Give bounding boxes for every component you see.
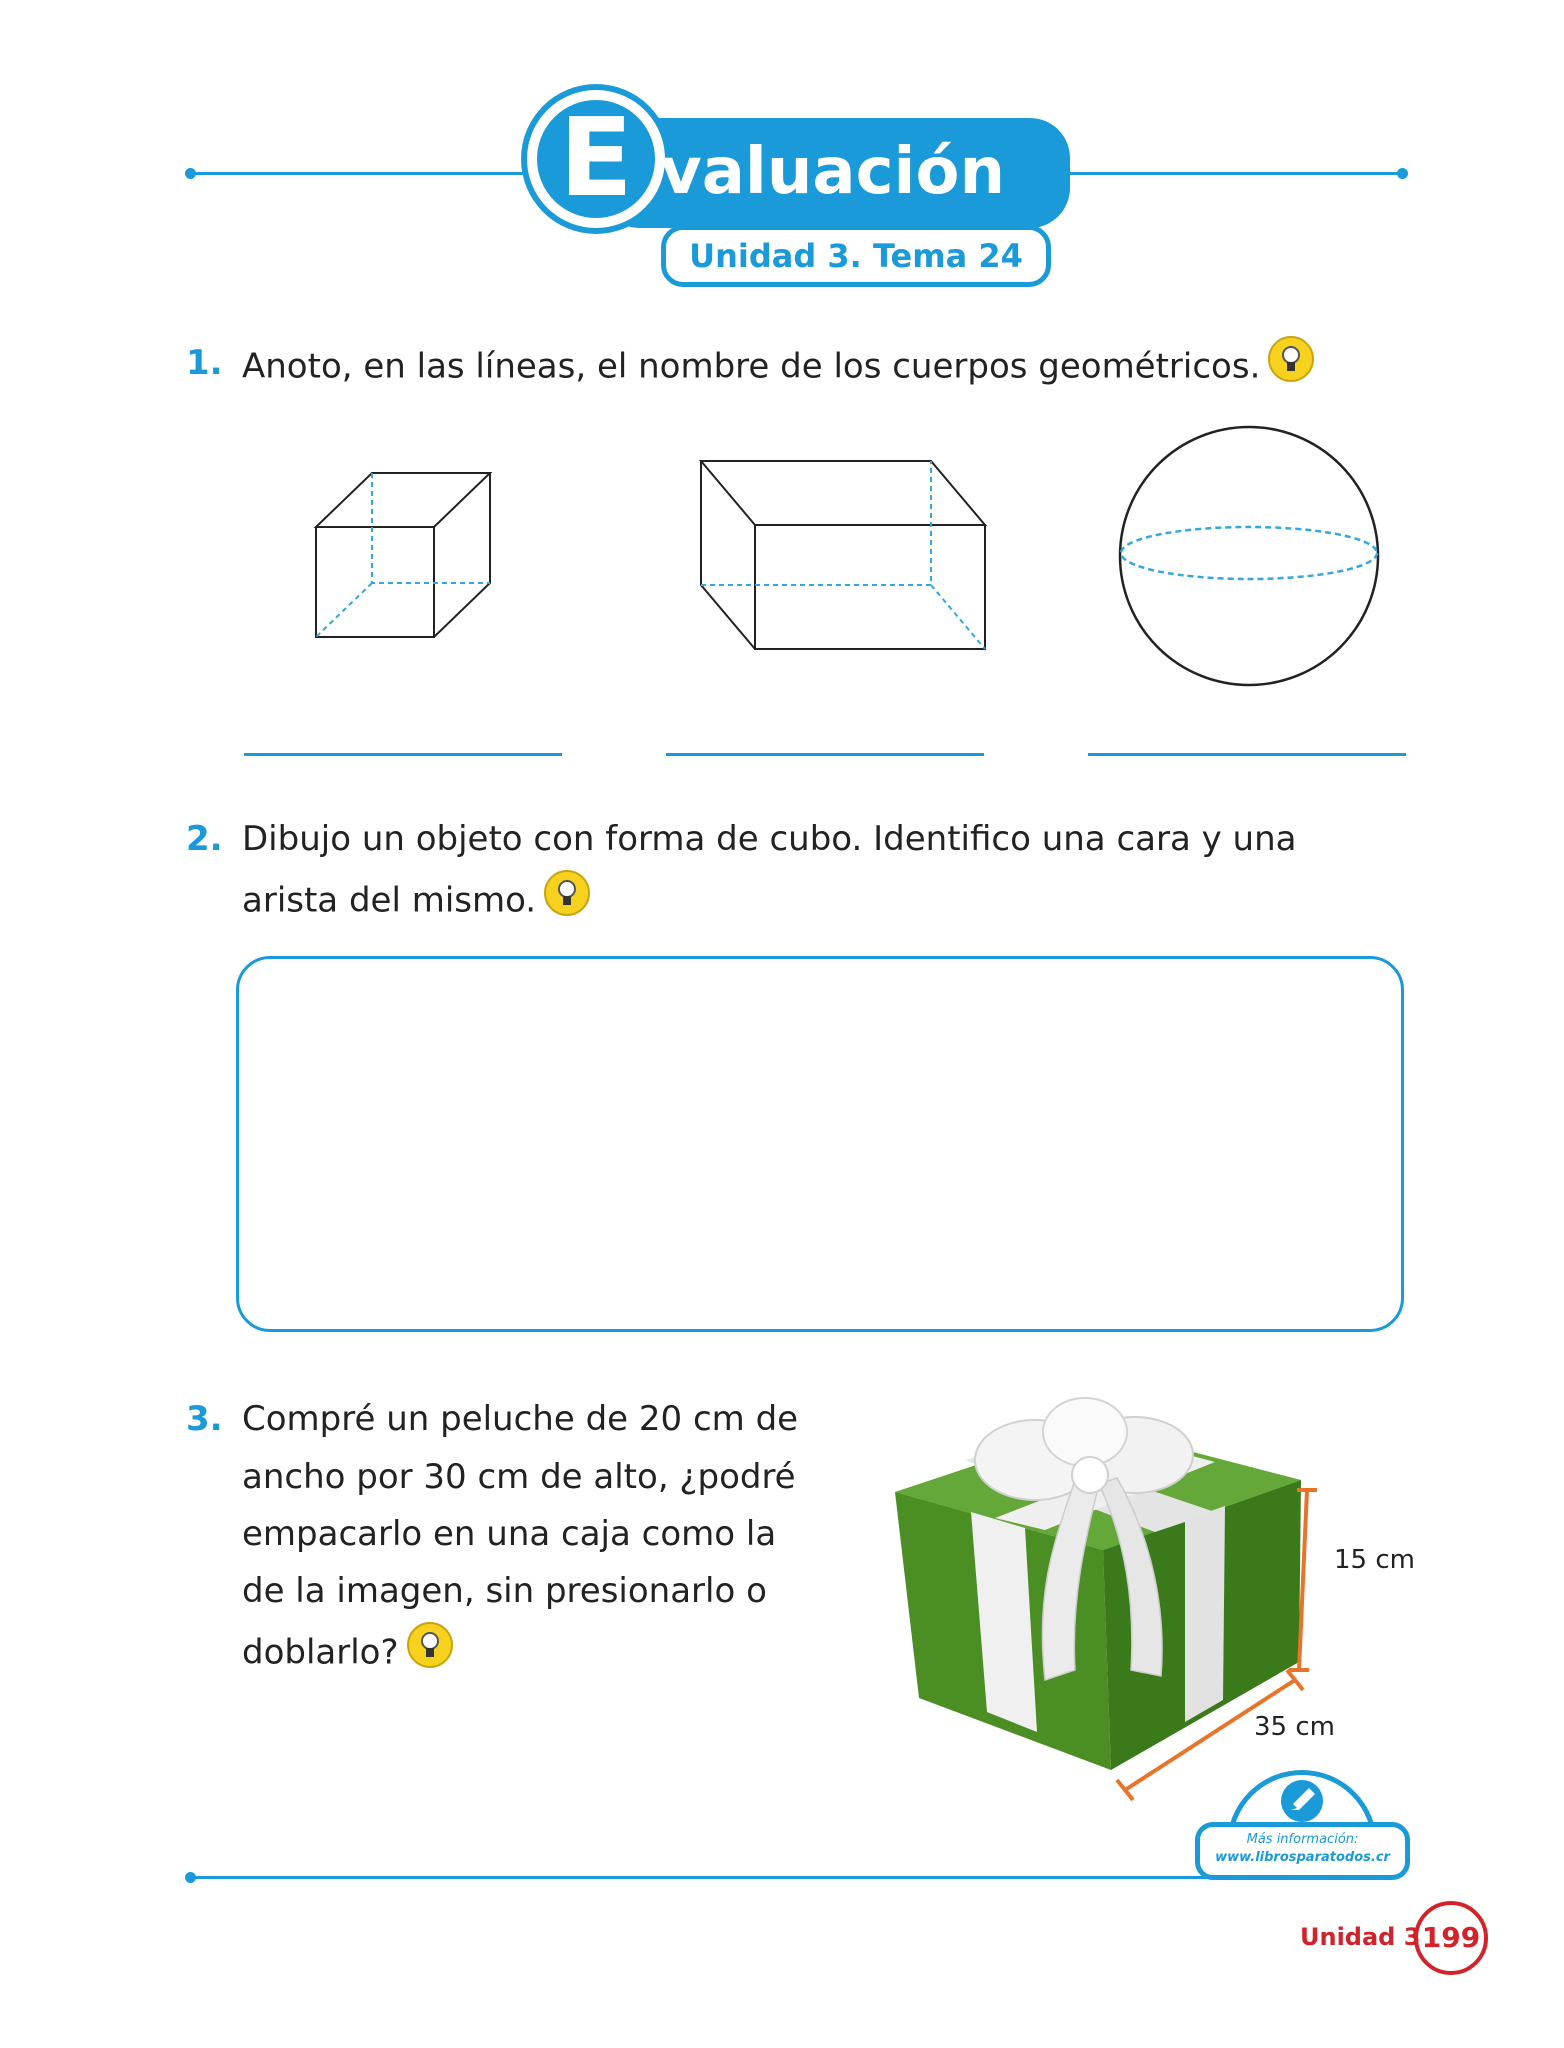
gift-box-illustration [885,1380,1355,1810]
answer-line-3[interactable] [1088,753,1406,756]
cube-figure [310,465,500,645]
question-2-number: 2. [186,819,223,859]
question-3-text-line-4: de la imagen, sin presionarlo o [242,1571,767,1611]
question-3-number: 3. [186,1399,223,1439]
answer-line-2[interactable] [666,753,984,756]
question-3-text-line-1: Compré un peluche de 20 cm de [242,1399,799,1439]
info-badge-label: Más información: [1246,1832,1359,1847]
question-3-text-end: doblarlo? [242,1632,399,1673]
question-1-number: 1. [186,343,223,383]
question-1-text: Anoto, en las líneas, el nombre de los cuerpos geométricos. [242,346,1261,387]
question-2-text-line-2 [242,868,592,936]
question-3-text-line-2: ancho por 30 cm de alto, ¿podré [242,1457,796,1497]
header-subtitle-pill: Unidad 3. Tema 24 [661,225,1051,287]
answer-line-1[interactable] [244,753,562,756]
gift-width-label: 35 cm [1254,1712,1335,1742]
header-rule-right [1062,172,1402,175]
gift-height-label: 15 cm [1334,1545,1415,1575]
sphere-figure [1115,422,1383,690]
lightbulb-icon [1266,334,1316,402]
footer-rule [190,1876,1210,1879]
question-1-text-line [242,334,1316,402]
footer-page-number: 199 [1414,1901,1488,1975]
question-2-text-line-1: Dibujo un objeto con forma de cubo. Identifico una cara y una [242,819,1297,859]
header-rule-left [190,172,535,175]
pencil-icon [1279,1778,1325,1824]
footer-rule-dot [185,1872,196,1883]
info-badge[interactable] [1195,1770,1410,1880]
question-2-text-end: arista del mismo. [242,880,537,921]
question-3-text-line-5 [242,1620,455,1688]
question-3-text-line-3: empacarlo en una caja como la [242,1514,777,1554]
drawing-answer-box[interactable] [236,956,1404,1332]
header-rule-left-dot [185,168,196,179]
header-title: valuación [660,135,1005,209]
info-badge-url[interactable]: www.librosparatodos.cr [1215,1850,1390,1865]
lightbulb-icon [542,868,592,936]
footer-unit-label: Unidad 3 [1300,1923,1421,1951]
header-rule-right-dot [1397,168,1408,179]
rectangular-prism-figure [695,455,990,655]
lightbulb-icon [405,1620,455,1688]
header-letter-circle: E [527,90,665,228]
